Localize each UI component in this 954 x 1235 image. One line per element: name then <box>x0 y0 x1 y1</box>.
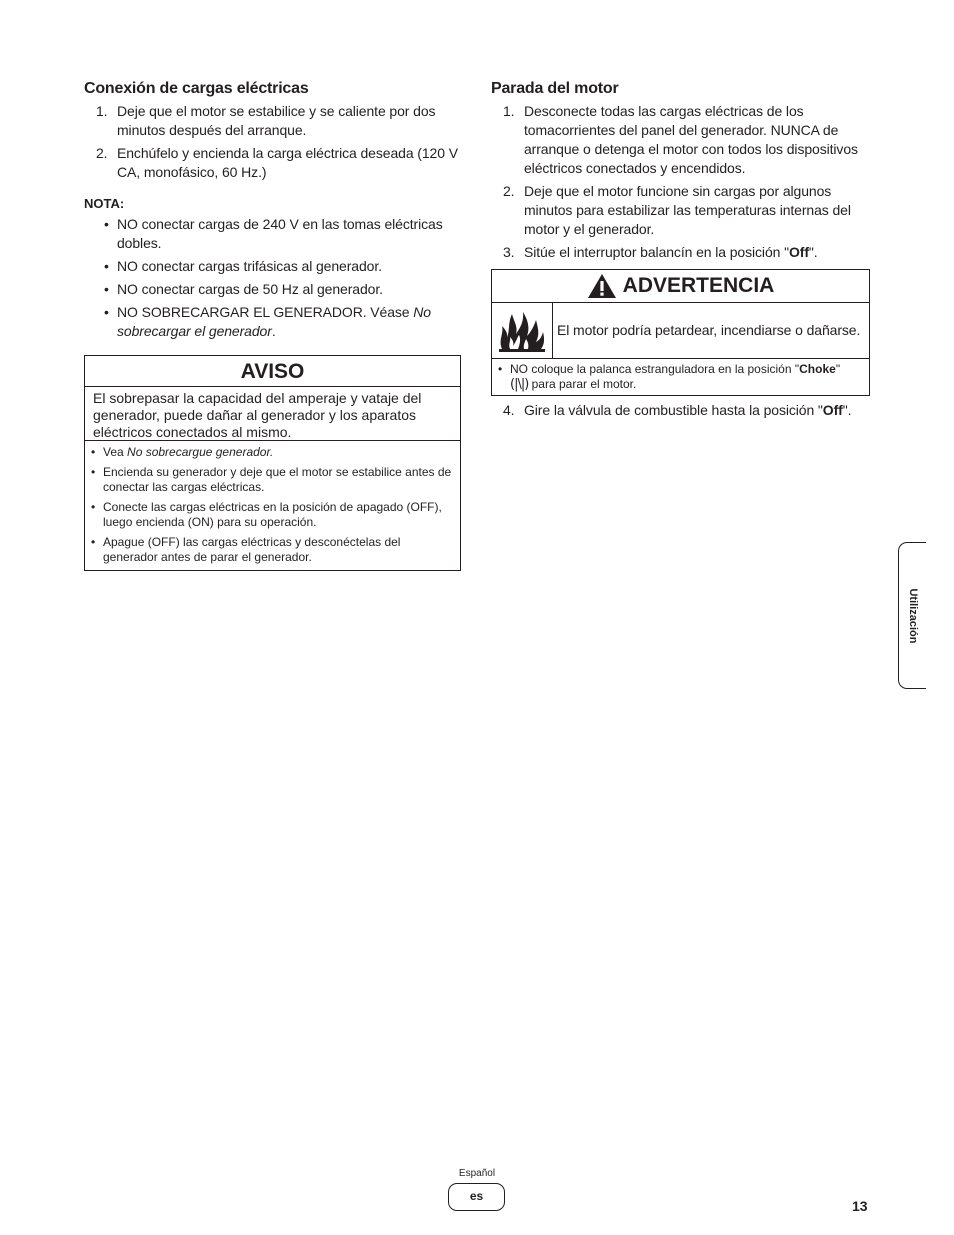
advertencia-box <box>491 269 870 396</box>
aviso-item-text: Conecte las cargas eléctricas en la posición de apagado (OFF), luego encienda (ON) para su operación. <box>103 500 442 529</box>
bullet: • <box>498 362 503 376</box>
bullet: • <box>91 500 96 514</box>
parada-step-2 <box>491 182 871 239</box>
bullet: • <box>104 281 109 297</box>
right-column <box>491 80 871 266</box>
aviso-item <box>89 500 452 530</box>
step-number: 3. <box>503 244 515 260</box>
nota-item <box>84 257 464 276</box>
warning-triangle-icon <box>587 273 617 299</box>
advertencia-item-bold: Choke <box>799 362 836 376</box>
advertencia-message: El motor podría petardear, incendiarse o dañarse. <box>557 322 861 338</box>
step-suffix: ". <box>842 402 852 418</box>
nota-item-suffix: . <box>271 323 276 339</box>
aviso-box <box>84 355 461 571</box>
step-number: 1. <box>96 103 108 119</box>
left-column <box>84 80 464 345</box>
nota-item-text: NO conectar cargas trifásicas al generador. <box>117 258 382 274</box>
nota-item <box>84 215 464 253</box>
advertencia-item-quote: " <box>835 362 841 376</box>
step-number: 2. <box>503 183 515 199</box>
bullet: • <box>91 535 96 549</box>
nota-item-text: NO SOBRECARGAR EL GENERADOR. Véase <box>117 304 414 320</box>
step-bold: Off <box>822 402 843 418</box>
conexion-step-1 <box>84 102 464 140</box>
conexion-step-2 <box>84 144 464 182</box>
advertencia-header <box>492 270 869 303</box>
fire-icon-cell <box>492 303 553 358</box>
language-label: Español <box>458 1168 496 1179</box>
nota-list <box>84 215 464 341</box>
advertencia-item-suffix: para parar el motor. <box>528 377 637 391</box>
step-text: Desconecte todas las cargas eléctricas de los tomacorrientes del panel del generador. NUNCA de arranque o detenga el motor con todos los dispositivos eléctricos conectados y encendidos. <box>524 103 858 176</box>
aviso-body: El sobrepasar la capacidad del amperaje y vataje del generador, puede dañar al generador y los aparatos eléctricos conectados al mismo. <box>85 387 460 441</box>
nota-item-text: NO conectar cargas de 50 Hz al generador. <box>117 281 383 297</box>
bullet: • <box>104 216 109 232</box>
aviso-item-text: Vea <box>103 445 128 459</box>
advertencia-item <box>496 362 863 392</box>
aviso-item <box>89 465 452 495</box>
fire-icon <box>496 308 548 354</box>
bullet: • <box>91 445 96 459</box>
aviso-item <box>89 535 452 565</box>
advertencia-list <box>492 359 869 392</box>
nota-item <box>84 303 464 341</box>
step-number: 4. <box>503 402 515 418</box>
parada-step-3 <box>491 243 871 262</box>
aviso-list <box>85 441 460 565</box>
section-heading-parada: Parada del motor <box>491 80 619 97</box>
aviso-title: AVISO <box>85 356 460 387</box>
parada-step-4 <box>491 401 871 420</box>
parada-step-4-container <box>491 401 871 424</box>
bullet: • <box>91 465 96 479</box>
step-number: 1. <box>503 103 515 119</box>
step-bold: Off <box>788 244 809 260</box>
step-text: Enchúfelo y encienda la carga eléctrica deseada (120 V CA, monofásico, 60 Hz.) <box>117 145 458 180</box>
aviso-item-italic: No sobrecargue generador. <box>127 445 274 459</box>
advertencia-message-row <box>492 303 869 359</box>
parada-step-1 <box>491 102 871 178</box>
advertencia-item-text: NO coloque la palanca estranguladora en la posición " <box>510 362 800 376</box>
bullet: • <box>104 258 109 274</box>
nota-label: NOTA: <box>84 196 125 211</box>
side-tab-label: Utilización <box>906 587 919 644</box>
step-suffix: ". <box>808 244 818 260</box>
bullet: • <box>104 304 109 320</box>
crossref-italic: No sobrecargar el generador <box>117 304 431 339</box>
step-text: Deje que el motor se estabilice y se caliente por dos minutos después del arranque. <box>117 103 436 138</box>
aviso-item <box>89 445 452 460</box>
aviso-item-text: Encienda su generador y deje que el motor se estabilice antes de conectar las cargas eléctricas. <box>103 465 452 494</box>
nota-item-text: NO conectar cargas de 240 V en las tomas eléctricas dobles. <box>117 216 443 251</box>
choke-symbol-icon: (|\|) <box>510 377 529 392</box>
side-tab-utilizacion <box>898 542 926 689</box>
step-number: 2. <box>96 145 108 161</box>
language-code-badge: es <box>448 1183 505 1211</box>
step-text: Gire la válvula de combustible hasta la posición " <box>524 402 823 418</box>
step-text: Deje que el motor funcione sin cargas por algunos minutos para estabilizar las temperaturas internas del motor y el generador. <box>524 183 851 237</box>
section-heading-conexion: Conexión de cargas eléctricas <box>84 80 309 97</box>
advertencia-title: ADVERTENCIA <box>622 274 775 297</box>
aviso-item-text: Apague (OFF) las cargas eléctricas y desconéctelas del generador antes de parar el generador. <box>103 535 401 564</box>
conexion-steps <box>84 102 464 182</box>
parada-steps <box>491 102 871 262</box>
page-number: 13 <box>852 1198 868 1214</box>
step-text: Sitúe el interruptor balancín en la posición " <box>524 244 789 260</box>
nota-item <box>84 280 464 299</box>
